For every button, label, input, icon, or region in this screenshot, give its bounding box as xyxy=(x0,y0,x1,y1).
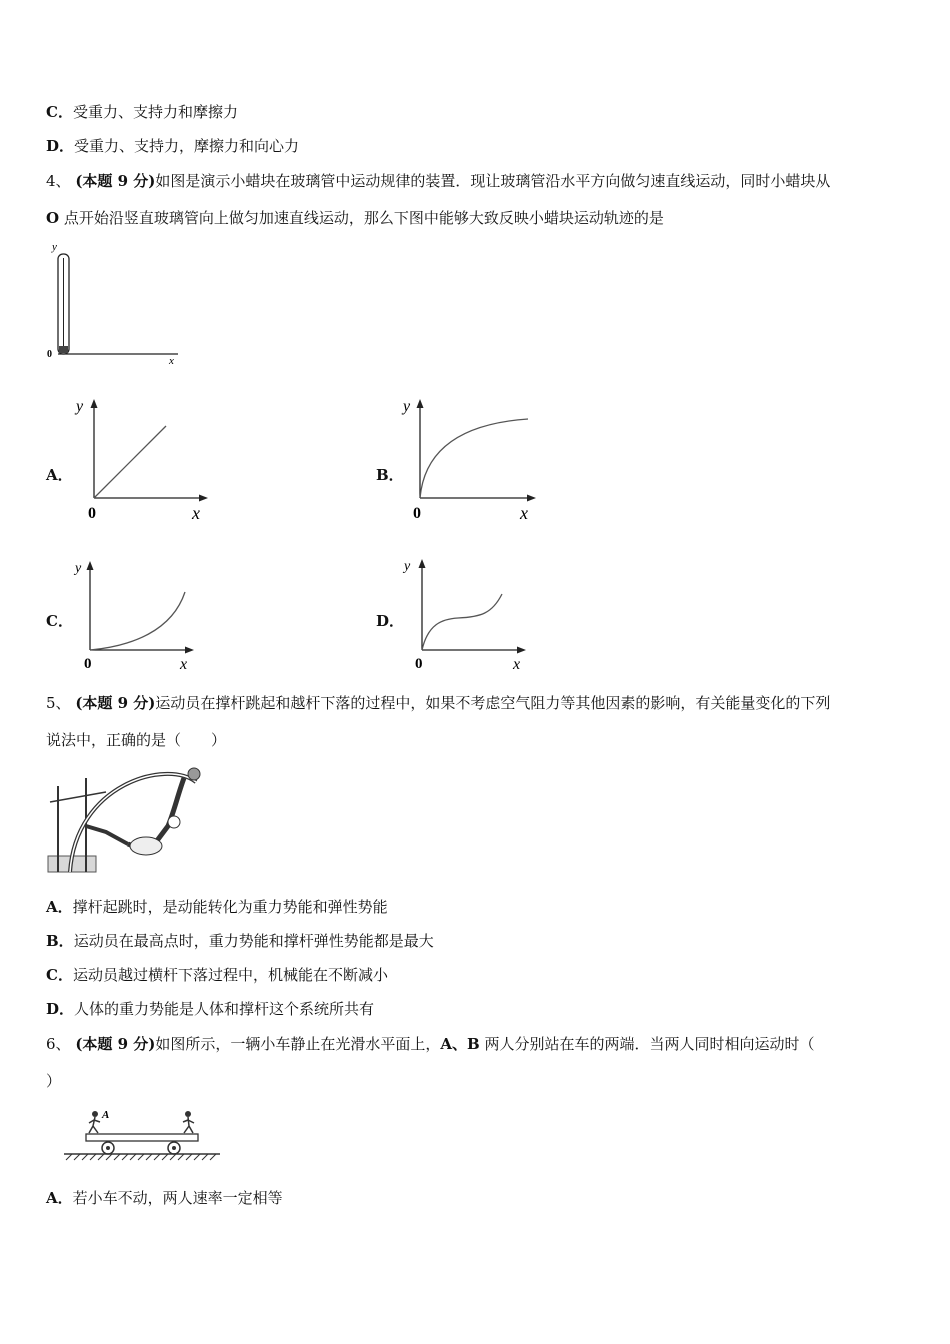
person-b-head xyxy=(185,1111,191,1117)
tube-y-label: y xyxy=(52,241,57,253)
graph-d[interactable] xyxy=(400,554,535,674)
question-score: (本题 9 分) xyxy=(75,694,156,712)
athlete-body xyxy=(128,778,184,847)
option-label: D． xyxy=(46,137,75,155)
q5-option-a xyxy=(46,897,388,917)
q3-option-d xyxy=(46,136,299,156)
x-arrow-icon xyxy=(517,647,526,654)
option-label: C． xyxy=(46,966,73,984)
q3-option-c xyxy=(46,102,238,122)
graph-b[interactable] xyxy=(400,394,545,526)
person-a-head xyxy=(92,1111,98,1117)
question-text: 如图所示，一辆小车静止在光滑水平面上， xyxy=(155,1035,441,1053)
graph-x-label: x xyxy=(192,503,200,523)
question-text-cont: 两人分别站在车的两端．当两人同时相向运动时（ xyxy=(479,1035,815,1053)
option-label: A． xyxy=(46,898,73,916)
athlete-legs xyxy=(86,826,128,844)
q6-stem-line2 xyxy=(46,1071,61,1091)
person-a-label: A xyxy=(102,1109,110,1121)
graph-c-label: C． xyxy=(46,612,73,630)
graph-origin-label: 0 xyxy=(415,656,423,672)
ground-hatching xyxy=(66,1154,216,1160)
persons-ab: A、B xyxy=(440,1035,480,1053)
wax-block xyxy=(59,346,68,353)
person-a-body xyxy=(89,1117,100,1133)
graph-x-label: x xyxy=(180,656,188,673)
question-text: 运动员在撑杆跳起和越杆下落的过程中，如果不考虑空气阻力等其他因素的影响，有关能量变化的下列 xyxy=(155,694,831,712)
trajectory-curve xyxy=(422,594,502,650)
cart-figure xyxy=(62,1106,222,1164)
option-text: 人体的重力势能是人体和撑杆这个系统所共有 xyxy=(74,1000,375,1018)
glass-tube-figure xyxy=(44,238,184,368)
option-label: A． xyxy=(46,1189,73,1207)
graph-x-label: x xyxy=(513,656,521,673)
y-arrow-icon xyxy=(419,559,426,568)
q5-stem-line2 xyxy=(46,730,226,750)
graph-origin-label: 0 xyxy=(84,656,92,672)
graph-y-label: y xyxy=(76,398,84,415)
tube-origin-label: 0 xyxy=(47,349,52,360)
cart-body xyxy=(86,1134,198,1141)
question-text: 如图是演示小蜡块在玻璃管中运动规律的装置．现让玻璃管沿水平方向做匀速直线运动，同时小蜡块从 xyxy=(155,172,831,190)
question-number: 5、 xyxy=(46,694,71,712)
question-score: (本题 9 分) xyxy=(75,1035,156,1053)
graph-a[interactable] xyxy=(74,394,214,526)
x-arrow-icon xyxy=(185,647,194,654)
wheel-hub xyxy=(172,1146,176,1150)
option-label: B． xyxy=(46,932,74,950)
question-score: (本题 9 分) xyxy=(75,172,156,190)
q4-stem-line1 xyxy=(46,171,830,191)
question-number: 4、 xyxy=(46,172,71,190)
option-label: D． xyxy=(46,1000,75,1018)
graph-origin-label: 0 xyxy=(413,505,421,522)
graph-d-label: D． xyxy=(376,612,405,630)
graph-y-label: y xyxy=(75,561,82,576)
graph-y-label: y xyxy=(404,559,411,574)
trajectory-curve xyxy=(94,426,166,498)
q5-option-d xyxy=(46,999,374,1019)
y-arrow-icon xyxy=(91,399,98,408)
athlete-hands xyxy=(188,768,200,780)
wheel-hub xyxy=(106,1146,110,1150)
y-arrow-icon xyxy=(87,561,94,570)
question-text: 说法中，正确的是（ ） xyxy=(46,731,227,749)
pole-vault-figure xyxy=(46,764,214,874)
graph-b-label: B． xyxy=(376,466,404,484)
option-label: C． xyxy=(46,103,73,121)
q5-option-c xyxy=(46,965,388,985)
option-text: 受重力、支持力，摩擦力和向心力 xyxy=(74,137,300,155)
athlete-head xyxy=(168,816,180,828)
x-arrow-icon xyxy=(199,495,208,502)
graph-x-label: x xyxy=(520,503,528,523)
q6-option-a xyxy=(46,1188,283,1208)
trajectory-curve xyxy=(90,592,185,650)
y-arrow-icon xyxy=(417,399,424,408)
q5-stem-line1 xyxy=(46,693,830,713)
graph-y-label: y xyxy=(403,398,411,415)
point-o: O xyxy=(46,209,60,227)
q6-stem-line1 xyxy=(46,1034,815,1054)
option-text: 运动员越过横杆下落过程中，机械能在不断减小 xyxy=(72,966,388,984)
question-text: 点开始沿竖直玻璃管向上做匀加速直线运动，那么下图中能够大致反映小蜡块运动轨迹的是 xyxy=(59,209,664,227)
option-text: 撑杆起跳时，是动能转化为重力势能和弹性势能 xyxy=(72,898,388,916)
question-number: 6、 xyxy=(46,1035,71,1053)
person-b-body xyxy=(183,1117,194,1133)
question-text: ） xyxy=(46,1072,62,1090)
graph-origin-label: 0 xyxy=(88,505,96,522)
tube-x-label: x xyxy=(169,355,174,367)
trajectory-curve xyxy=(420,419,528,498)
graph-c[interactable] xyxy=(72,556,202,674)
graph-a-label: A． xyxy=(46,466,73,484)
x-arrow-icon xyxy=(527,495,536,502)
q4-stem-line2 xyxy=(46,208,664,228)
q5-option-b xyxy=(46,931,434,951)
option-text: 运动员在最高点时，重力势能和撑杆弹性势能都是最大 xyxy=(73,932,434,950)
option-text: 若小车不动，两人速率一定相等 xyxy=(72,1189,283,1207)
option-text: 受重力、支持力和摩擦力 xyxy=(72,103,238,121)
athlete-torso xyxy=(130,837,162,855)
